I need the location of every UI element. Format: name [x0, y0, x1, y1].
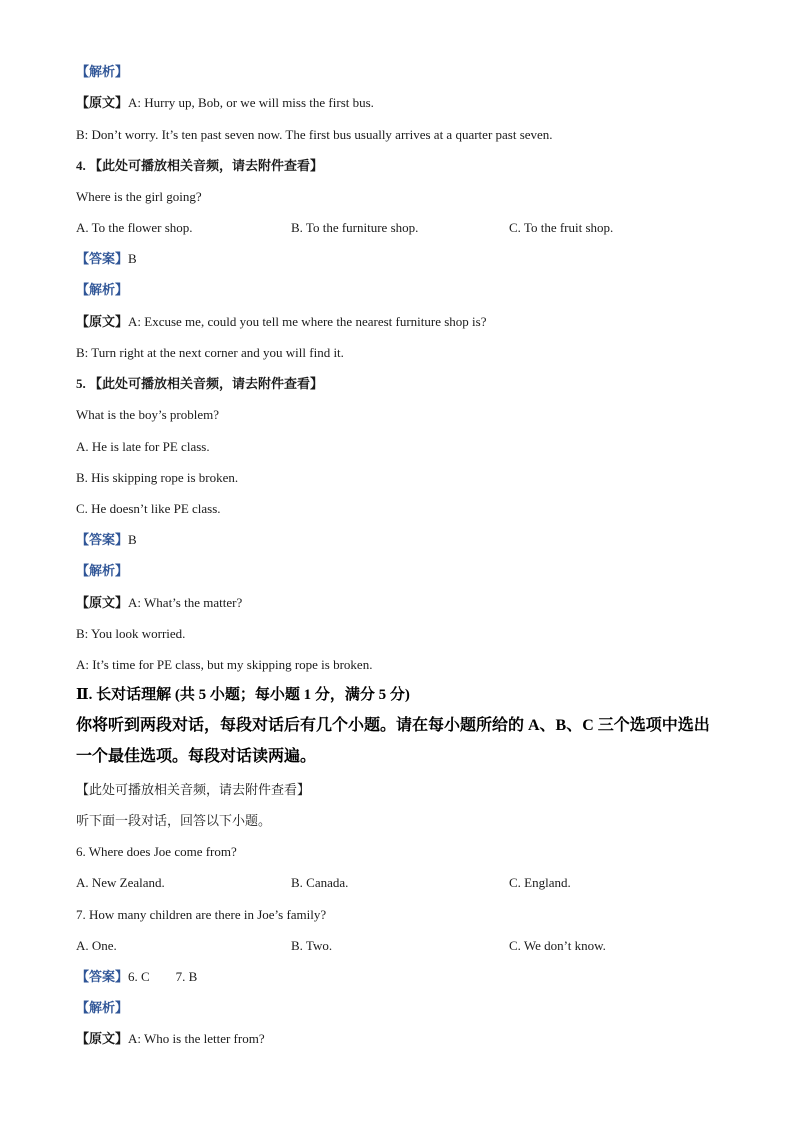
transcript-label: 【原文】	[76, 95, 129, 110]
transcript-line: B: You look worried.	[76, 626, 186, 641]
answer-label: 【答案】	[76, 532, 129, 547]
analysis-label: 【解析】	[76, 1000, 129, 1015]
transcript-line	[76, 1030, 265, 1048]
audio-label: 【此处可播放相关音频，请去附件查看】	[76, 782, 311, 797]
option-c: C. England.	[509, 875, 571, 890]
analysis-label: 【解析】	[76, 282, 129, 297]
option-a: A. One.	[76, 938, 117, 953]
answer-line	[76, 531, 137, 549]
option-b: B. Canada.	[291, 875, 349, 890]
listen-instruction: 听下面一段对话，回答以下小题。	[76, 813, 272, 828]
option-b: B. His skipping rope is broken.	[76, 470, 239, 485]
answer-label: 【答案】	[76, 251, 129, 266]
transcript-line: B: Turn right at the next corner and you will find it.	[76, 345, 344, 360]
transcript-text: A: Hurry up, Bob, or we will miss the first bus.	[128, 95, 374, 110]
option-c: C. He doesn’t like PE class.	[76, 501, 221, 516]
question-text: 7. How many children are there in Joe’s family?	[76, 907, 327, 922]
answer-value: B	[128, 532, 137, 547]
transcript-text: A: Who is the letter from?	[128, 1031, 265, 1046]
question-text: Where is the girl going?	[76, 189, 202, 204]
section-instruction: 一个最佳选项。每段对话读两遍。	[76, 748, 317, 765]
answer-value: B	[128, 251, 137, 266]
transcript-text: A: What’s the matter?	[128, 595, 243, 610]
transcript-line	[76, 94, 374, 112]
answer-label: 【答案】	[76, 969, 129, 984]
transcript-label: 【原文】	[76, 1031, 129, 1046]
question-audio-label: 4. 【此处可播放相关音频，请去附件查看】	[76, 158, 324, 173]
section-title: Ⅱ. 长对话理解 (共 5 小题；每小题 1 分，满分 5 分)	[76, 687, 410, 703]
section-instruction: 你将听到两段对话，每段对话后有几个小题。请在每小题所给的 A、B、C 三个选项中选出	[76, 717, 710, 734]
transcript-text: A: Excuse me, could you tell me where the nearest furniture shop is?	[128, 314, 487, 329]
transcript-label: 【原文】	[76, 595, 129, 610]
option-a: A. New Zealand.	[76, 875, 165, 890]
question-audio-label: 5. 【此处可播放相关音频，请去附件查看】	[76, 376, 324, 391]
analysis-label: 【解析】	[76, 563, 129, 578]
answer-value: 6. C 7. B	[128, 969, 198, 984]
transcript-line: A: It’s time for PE class, but my skipping rope is broken.	[76, 657, 373, 672]
transcript-label: 【原文】	[76, 314, 129, 329]
option-b: B. Two.	[291, 938, 333, 953]
option-c: C. To the fruit shop.	[509, 220, 614, 235]
transcript-line: B: Don’t worry. It’s ten past seven now. The first bus usually arrives at a quarter past seven.	[76, 127, 553, 142]
answer-line	[76, 968, 197, 986]
question-text: 6. Where does Joe come from?	[76, 844, 237, 859]
transcript-line	[76, 313, 487, 331]
option-c: C. We don’t know.	[509, 938, 606, 953]
option-b: B. To the furniture shop.	[291, 220, 419, 235]
option-a: A. To the flower shop.	[76, 220, 193, 235]
answer-line	[76, 250, 137, 268]
question-text: What is the boy’s problem?	[76, 407, 219, 422]
option-a: A. He is late for PE class.	[76, 439, 210, 454]
analysis-label: 【解析】	[76, 64, 129, 79]
transcript-line	[76, 594, 242, 612]
